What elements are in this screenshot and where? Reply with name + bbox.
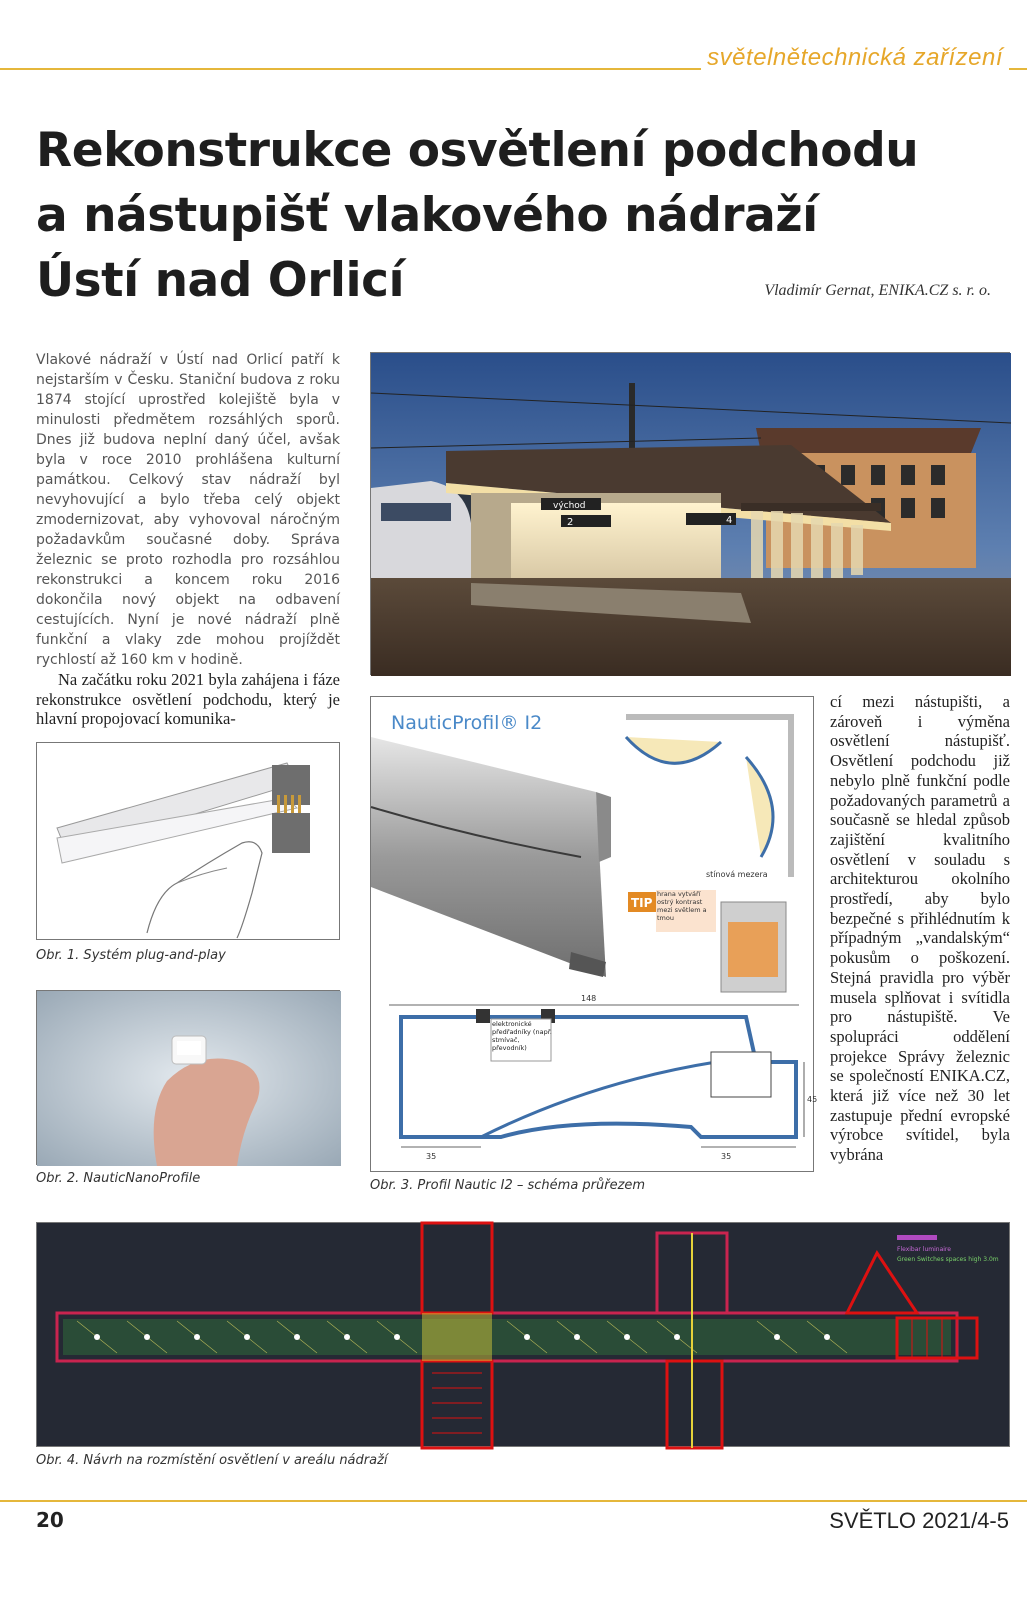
fig3-dim-left: 35 [426,1152,437,1161]
fig3-shadow-label: stínová mezera [706,870,768,879]
fig1-plug-and-play [36,742,340,940]
title-line-3: Ústí nad Orlicí [36,253,405,308]
station-photo-svg [371,353,1011,676]
author-line: Vladimír Gernat, ENIKA.CZ s. r. o. [764,282,991,299]
fig3-dim-width: 148 [581,994,597,1003]
page-number: 20 [36,1508,64,1532]
exit-sign: východ [553,501,586,511]
lead-paragraph: Vlakové nádraží v Ústí nad Orlicí patří k nejstarším v Česku. Staniční budova z roku 1874 stojící uprostřed kolejiště byla v minulosti předmětem rozsáhlých sporů. Dnes již budova neplní daný účel, avšak byla v roce 2010 prohlášena kulturní památkou. Celkový stav nádraží byl nevyhovující a bylo třeba celý objekt zmodernizovat, aby vyhovoval náročným požadavkům současné doby. Správa železnic se proto rozhodla pro rozsáhlou rekonstrukci a koncem roku 2016 dokončila nový objekt na odbavení cestujících. Nyní je nové nádraží plně funkční a vlaky zde mohou projíždět rychlostí až 160 km v hodině. [36,352,340,668]
fig3-illustration [371,697,818,1173]
fig4-caption: Obr. 4. Návrh na rozmístění osvětlení v areálu nádraží [36,1453,388,1468]
title-line-2: a nástupišť vlakového nádraží [36,188,818,243]
fig2-caption: Obr. 2. NauticNanoProfile [36,1171,201,1186]
platform-sign-right: 4 [726,515,733,526]
fig3-tip-text: hrana vytváří ostrý kontrast mezi světlem a tmou [657,890,707,922]
footer-rule [0,1500,1027,1502]
fig3-brand: NauticProfil® I2 [391,712,543,734]
station-photo [370,352,1010,675]
fig3-dim-right: 35 [721,1152,732,1161]
fig4-lighting-plan [36,1222,1010,1447]
fig3-electronics-label: elektronické předřadníky (např. stmívač, převodník) [492,1020,552,1052]
section-label: světelnětechnická zařízení [701,44,1009,72]
fig2-illustration [37,991,341,1166]
plan-legend-2: Green Switches spaces high 3.0m [897,1256,999,1263]
fig1-caption: Obr. 1. Systém plug-and-play [36,948,226,963]
fig3-dim-height: 45 [807,1095,818,1104]
body-text-col1: Na začátku roku 2021 byla zahájena i fáze rekonstrukce osvětlení podchodu, který je hlavní propojovací komunika- [36,670,340,728]
title-line-1: Rekonstrukce osvětlení podchodu [36,123,919,178]
fig4-plan-svg [37,1223,1011,1448]
fig1-illustration [37,743,341,941]
body-text-col3: cí mezi nástupišti, a zároveň i výměna osvětlení nástupišť. Osvětlení podchodu již nebylo plně funkční podle požadovaných parametrů a současně se hledal způsob zajištění kvalitního osvětlení v souladu s architekturou okolního prostředí, aby bylo bezpečné s přihlédnutím k případným „vandalským“ pokusům o poškození. Stejná pravidla pro výběr musela splňovat i svítidla pro nástupiště. Ve spolupráci oddělení projekce Správy železnic se společností ENIKA.CZ, která již více než 30 let zastupuje přední evropské výrobce svítidel, byla vybrána [830,692,1010,1165]
fig2-nano-profile [36,990,340,1165]
fig3-nautic-profile [370,696,818,1172]
platform-sign-left: 2 [567,517,574,528]
journal-issue: SVĚTLO 2021/4-5 [829,1508,1009,1533]
fig3-tip-badge: TIP [631,896,653,910]
fig3-caption: Obr. 3. Profil Nautic I2 – schéma průřezem [370,1178,646,1193]
plan-legend-1: Flexibar luminaire [897,1246,951,1253]
